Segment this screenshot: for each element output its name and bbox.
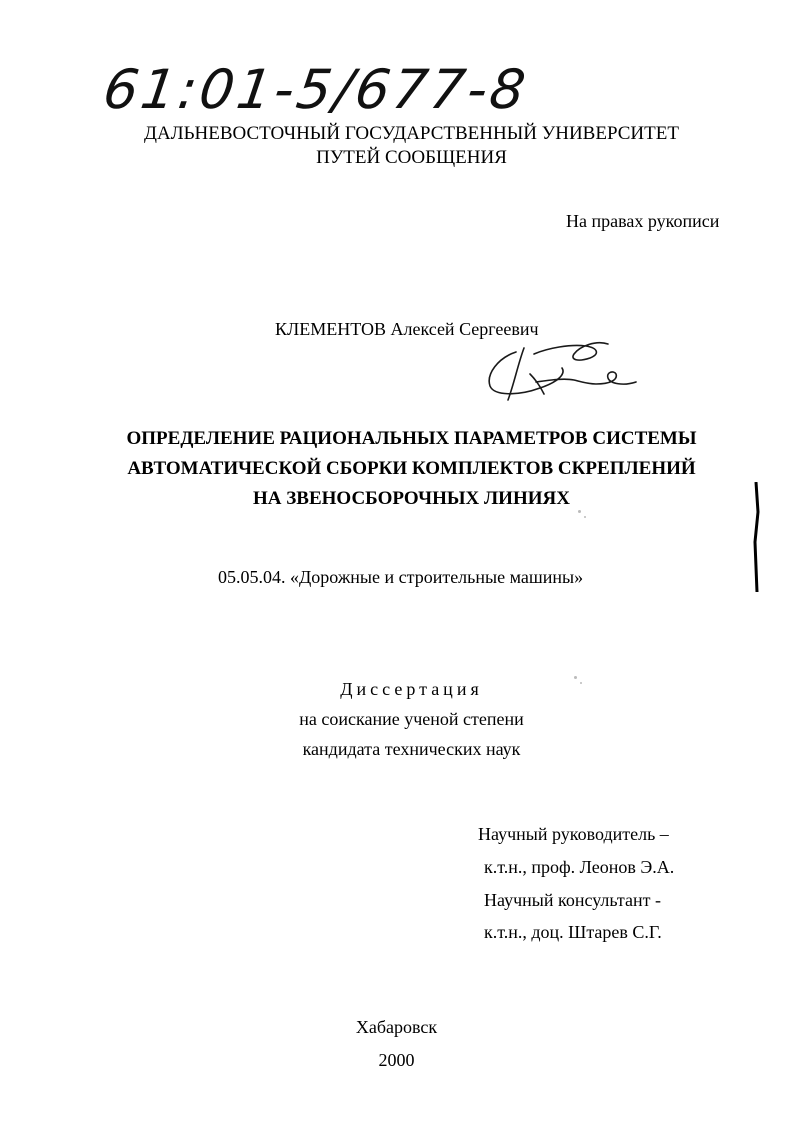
author-name: КЛЕМЕНТОВ Алексей Сергеевич <box>275 319 539 339</box>
consultant-name: к.т.н., доц. Штарев С.Г. <box>484 922 662 942</box>
dissertation-heading: Диссертация <box>340 679 483 699</box>
scan-speck <box>578 510 581 513</box>
scan-speck <box>580 682 582 684</box>
signature-image <box>478 334 648 414</box>
title-line-2: АВТОМАТИЧЕСКОЙ СБОРКИ КОМПЛЕКТОВ СКРЕПЛЕНИЙ <box>127 458 696 479</box>
supervisor-label: Научный руководитель – <box>478 824 669 844</box>
university-line-1: ДАЛЬНЕВОСТОЧНЫЙ ГОСУДАРСТВЕННЫЙ УНИВЕРСИТЕТ <box>144 123 679 144</box>
scan-edge-mark <box>752 482 760 592</box>
university-line-2: ПУТЕЙ СООБЩЕНИЯ <box>316 147 507 168</box>
university-name <box>0 122 793 170</box>
consultant-label: Научный консультант - <box>484 890 661 910</box>
title-line-3: НА ЗВЕНОСБОРОЧНЫХ ЛИНИЯХ <box>253 488 570 509</box>
archive-code-handwritten: 61:01-5/677-8 <box>99 58 533 121</box>
city: Хабаровск <box>355 1017 438 1037</box>
degree-line-1: на соискание ученой степени <box>299 709 524 729</box>
degree-line-2: кандидата технических наук <box>302 739 521 759</box>
rights-note: На правах рукописи <box>566 211 720 231</box>
supervisor-name: к.т.н., проф. Леонов Э.А. <box>484 857 675 877</box>
dissertation-block <box>0 674 793 764</box>
title-line-1: ОПРЕДЕЛЕНИЕ РАЦИОНАЛЬНЫХ ПАРАМЕТРОВ СИСТЕМЫ <box>126 428 697 449</box>
specialty-code: 05.05.04. «Дорожные и строительные машины» <box>218 567 584 587</box>
year: 2000 <box>378 1050 415 1070</box>
dissertation-title <box>0 424 793 514</box>
scan-speck <box>584 516 586 518</box>
scan-speck <box>574 676 577 679</box>
